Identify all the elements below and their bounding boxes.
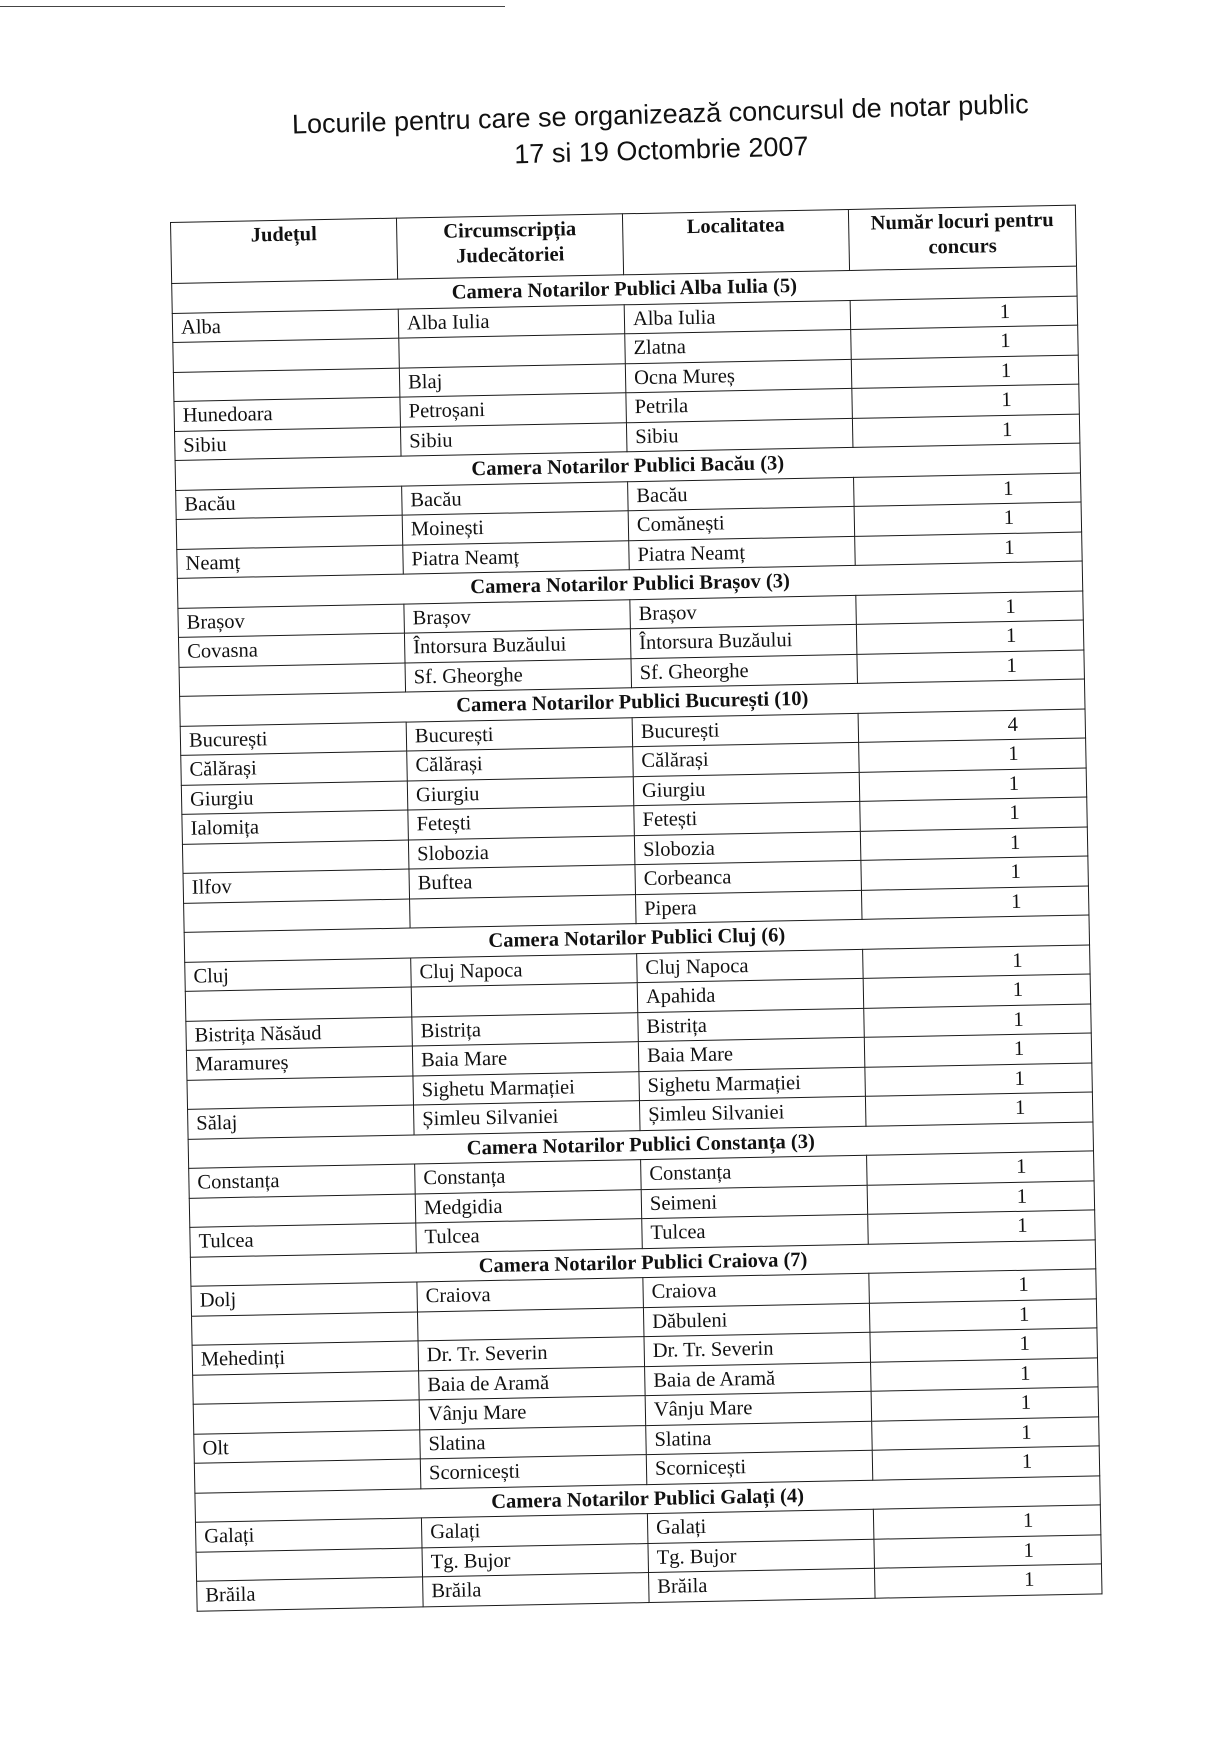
header-numar-locuri: Număr locuri pentru concurs [848, 205, 1076, 270]
cell-judet [193, 1370, 420, 1404]
cell-localitate: Scornicești [646, 1450, 873, 1484]
cell-circumscriptie: Buftea [409, 865, 636, 899]
cell-judet: Bistrița Năsăud [186, 1017, 413, 1051]
cell-numar-locuri: 1 [851, 325, 1079, 359]
cell-localitate: Bistrița [638, 1008, 865, 1042]
cell-judet: Alba [172, 309, 399, 343]
cell-localitate: Comănești [628, 506, 855, 540]
cell-localitate: Brăila [649, 1568, 876, 1602]
cell-circumscriptie: Cluj Napoca [411, 953, 638, 987]
cell-circumscriptie: Bacău [402, 481, 629, 515]
cell-localitate: Petrila [626, 388, 853, 422]
cell-circumscriptie: Șimleu Silvaniei [413, 1101, 640, 1135]
cell-judet: Galați [195, 1518, 422, 1552]
cell-judet: Covasna [178, 633, 405, 667]
cell-localitate: București [632, 713, 859, 747]
cell-circumscriptie: Călărași [407, 747, 634, 781]
camera-title: Camera Notarilor Publici București (10) [180, 679, 1085, 726]
cell-judet [189, 1193, 416, 1227]
cell-circumscriptie [399, 334, 626, 368]
cell-numar-locuri: 1 [873, 1505, 1101, 1539]
header-localitatea: Localitatea [622, 209, 849, 274]
cell-circumscriptie: Alba Iulia [398, 304, 625, 338]
cell-circumscriptie: Brașov [404, 599, 631, 633]
cell-circumscriptie: Sf. Gheorghe [405, 658, 632, 692]
camera-title: Camera Notarilor Publici Constanța (3) [188, 1121, 1093, 1168]
cell-judet: Sibiu [175, 427, 402, 461]
cell-numar-locuri: 1 [854, 502, 1082, 536]
cell-localitate: Bacău [628, 477, 855, 511]
cell-judet [185, 987, 412, 1021]
cell-localitate: Seimeni [641, 1185, 868, 1219]
cell-judet [184, 899, 411, 933]
camera-title: Camera Notarilor Publici Bacău (3) [175, 443, 1080, 490]
title-line-1: Locurile pentru care se organizează concursul de notar public [291, 88, 1030, 140]
cell-circumscriptie: Galați [421, 1514, 648, 1548]
cell-localitate: Galați [647, 1509, 874, 1543]
cell-localitate: Baia de Aramă [645, 1362, 872, 1396]
cell-localitate: Apahida [637, 978, 864, 1012]
cell-judet [179, 663, 406, 697]
cell-circumscriptie [417, 1307, 644, 1341]
cell-judet: Dolj [191, 1282, 418, 1316]
cell-circumscriptie: Petroșani [400, 393, 627, 427]
cell-localitate: Cluj Napoca [637, 949, 864, 983]
cell-circumscriptie: Slatina [420, 1425, 647, 1459]
camera-title: Camera Notarilor Publici Alba Iulia (5) [172, 266, 1077, 313]
cell-judet: Ialomița [182, 810, 409, 844]
cell-judet: București [180, 722, 407, 756]
cell-judet: Tulcea [190, 1223, 417, 1257]
cell-localitate: Alba Iulia [624, 300, 851, 334]
cell-localitate: Fetești [634, 801, 861, 835]
cell-judet: Bacău [176, 486, 403, 520]
cell-localitate: Sf. Gheorghe [631, 654, 858, 688]
title-line-2: 17 si 19 Octombrie 2007 [513, 131, 809, 170]
cell-numar-locuri: 1 [867, 1151, 1095, 1185]
cell-circumscriptie: București [406, 717, 633, 751]
cell-numar-locuri: 1 [872, 1416, 1100, 1450]
cell-numar-locuri: 1 [872, 1446, 1100, 1480]
cell-localitate: Tulcea [642, 1214, 869, 1248]
cell-localitate: Dr. Tr. Severin [644, 1332, 871, 1366]
cell-circumscriptie: Scornicești [420, 1455, 647, 1489]
cell-judet: Hunedoara [174, 397, 401, 431]
cell-judet: Maramureș [186, 1046, 413, 1080]
cell-numar-locuri: 1 [868, 1210, 1096, 1244]
cell-circumscriptie [411, 983, 638, 1017]
cell-circumscriptie: Medgidia [415, 1189, 642, 1223]
table-body [172, 266, 1102, 1611]
camera-title: Camera Notarilor Publici Cluj (6) [184, 915, 1089, 962]
cell-circumscriptie: Baia Mare [412, 1042, 639, 1076]
header-judetul: Județul [171, 218, 398, 283]
cell-circumscriptie: Giurgiu [407, 776, 634, 810]
cell-circumscriptie: Craiova [417, 1278, 644, 1312]
cell-localitate: Călărași [633, 742, 860, 776]
cell-circumscriptie: Baia de Aramă [419, 1366, 646, 1400]
cell-circumscriptie [410, 894, 637, 928]
cell-numar-locuri: 1 [869, 1298, 1097, 1332]
cell-numar-locuri: 1 [856, 620, 1084, 654]
locations-table-wrapper [170, 205, 1102, 1612]
cell-localitate: Slatina [646, 1421, 873, 1455]
cell-numar-locuri: 1 [874, 1534, 1102, 1568]
cell-numar-locuri: 1 [856, 591, 1084, 625]
cell-judet: Neamț [177, 545, 404, 579]
cell-numar-locuri: 1 [859, 738, 1087, 772]
camera-title: Camera Notarilor Publici Galați (4) [195, 1475, 1100, 1522]
cell-numar-locuri: 1 [861, 885, 1089, 919]
cell-circumscriptie: Vânju Mare [419, 1396, 646, 1430]
cell-numar-locuri: 1 [863, 974, 1091, 1008]
cell-judet: Brașov [178, 604, 405, 638]
cell-judet [193, 1400, 420, 1434]
cell-judet [176, 515, 403, 549]
cell-localitate: Baia Mare [638, 1037, 865, 1071]
cell-circumscriptie: Sighetu Marmației [413, 1071, 640, 1105]
cell-numar-locuri: 1 [867, 1180, 1095, 1214]
cell-localitate: Corbeanca [635, 860, 862, 894]
page-title [240, 85, 1082, 180]
cell-numar-locuri: 1 [852, 414, 1080, 448]
locations-table [170, 205, 1103, 1612]
cell-circumscriptie: Blaj [399, 363, 626, 397]
cell-localitate: Vânju Mare [645, 1391, 872, 1425]
cell-numar-locuri: 1 [852, 384, 1080, 418]
cell-judet: Sălaj [188, 1105, 415, 1139]
cell-circumscriptie: Brăila [423, 1573, 650, 1607]
cell-numar-locuri: 1 [857, 650, 1085, 684]
cell-localitate: Piatra Neamț [629, 536, 856, 570]
cell-judet [182, 840, 409, 874]
cell-judet [196, 1547, 423, 1581]
cell-numar-locuri: 4 [858, 709, 1086, 743]
cell-judet [194, 1459, 421, 1493]
cell-circumscriptie: Slobozia [408, 835, 635, 869]
cell-localitate: Zlatna [625, 329, 852, 363]
cell-circumscriptie: Întorsura Buzăului [404, 629, 631, 663]
cell-circumscriptie: Sibiu [400, 422, 627, 456]
cell-localitate: Brașov [630, 595, 857, 629]
cell-localitate: Ocna Mureș [625, 359, 852, 393]
cell-numar-locuri: 1 [871, 1387, 1099, 1421]
cell-localitate: Constanța [641, 1155, 868, 1189]
cell-judet [192, 1311, 419, 1345]
cell-numar-locuri: 1 [860, 827, 1088, 861]
cell-numar-locuri: 1 [851, 355, 1079, 389]
cell-judet: Giurgiu [181, 781, 408, 815]
cell-numar-locuri: 1 [865, 1092, 1093, 1126]
cell-judet: Cluj [185, 958, 412, 992]
cell-numar-locuri: 1 [869, 1269, 1097, 1303]
scan-edge-line [0, 6, 505, 7]
cell-circumscriptie: Dr. Tr. Severin [418, 1337, 645, 1371]
cell-localitate: Șimleu Silvaniei [639, 1096, 866, 1130]
cell-localitate: Dăbuleni [643, 1303, 870, 1337]
cell-judet: Olt [194, 1429, 421, 1463]
cell-circumscriptie: Tg. Bujor [422, 1543, 649, 1577]
cell-circumscriptie: Constanța [415, 1160, 642, 1194]
cell-circumscriptie: Piatra Neamț [403, 540, 630, 574]
cell-numar-locuri: 1 [863, 944, 1091, 978]
cell-localitate: Sighetu Marmației [639, 1067, 866, 1101]
cell-localitate: Slobozia [634, 831, 861, 865]
cell-numar-locuri: 1 [865, 1062, 1093, 1096]
cell-numar-locuri: 1 [854, 473, 1082, 507]
cell-judet: Constanța [189, 1164, 416, 1198]
cell-circumscriptie: Fetești [408, 806, 635, 840]
cell-localitate: Craiova [643, 1273, 870, 1307]
cell-circumscriptie: Moinești [402, 511, 629, 545]
cell-circumscriptie: Bistrița [412, 1012, 639, 1046]
cell-numar-locuri: 1 [864, 1033, 1092, 1067]
cell-judet [173, 368, 400, 402]
cell-numar-locuri: 1 [855, 532, 1083, 566]
cell-judet: Călărași [181, 751, 408, 785]
cell-circumscriptie: Tulcea [416, 1219, 643, 1253]
camera-title: Camera Notarilor Publici Brașov (3) [177, 561, 1082, 608]
cell-numar-locuri: 1 [860, 797, 1088, 831]
cell-judet: Ilfov [183, 869, 410, 903]
cell-judet [173, 338, 400, 372]
cell-localitate: Tg. Bujor [648, 1539, 875, 1573]
cell-numar-locuri: 1 [861, 856, 1089, 890]
cell-localitate: Întorsura Buzăului [630, 624, 857, 658]
cell-judet [187, 1075, 414, 1109]
camera-title: Camera Notarilor Publici Craiova (7) [190, 1239, 1095, 1286]
cell-numar-locuri: 1 [870, 1328, 1098, 1362]
header-circumscriptia: Circumscripția Judecătoriei [396, 214, 623, 279]
cell-localitate: Sibiu [626, 418, 853, 452]
cell-numar-locuri: 1 [859, 768, 1087, 802]
cell-localitate: Giurgiu [633, 772, 860, 806]
cell-numar-locuri: 1 [874, 1564, 1102, 1598]
cell-numar-locuri: 1 [850, 296, 1078, 330]
cell-localitate: Pipera [635, 890, 862, 924]
cell-numar-locuri: 1 [871, 1357, 1099, 1391]
cell-numar-locuri: 1 [864, 1003, 1092, 1037]
cell-judet: Mehedinți [192, 1341, 419, 1375]
cell-judet: Brăila [197, 1577, 424, 1611]
